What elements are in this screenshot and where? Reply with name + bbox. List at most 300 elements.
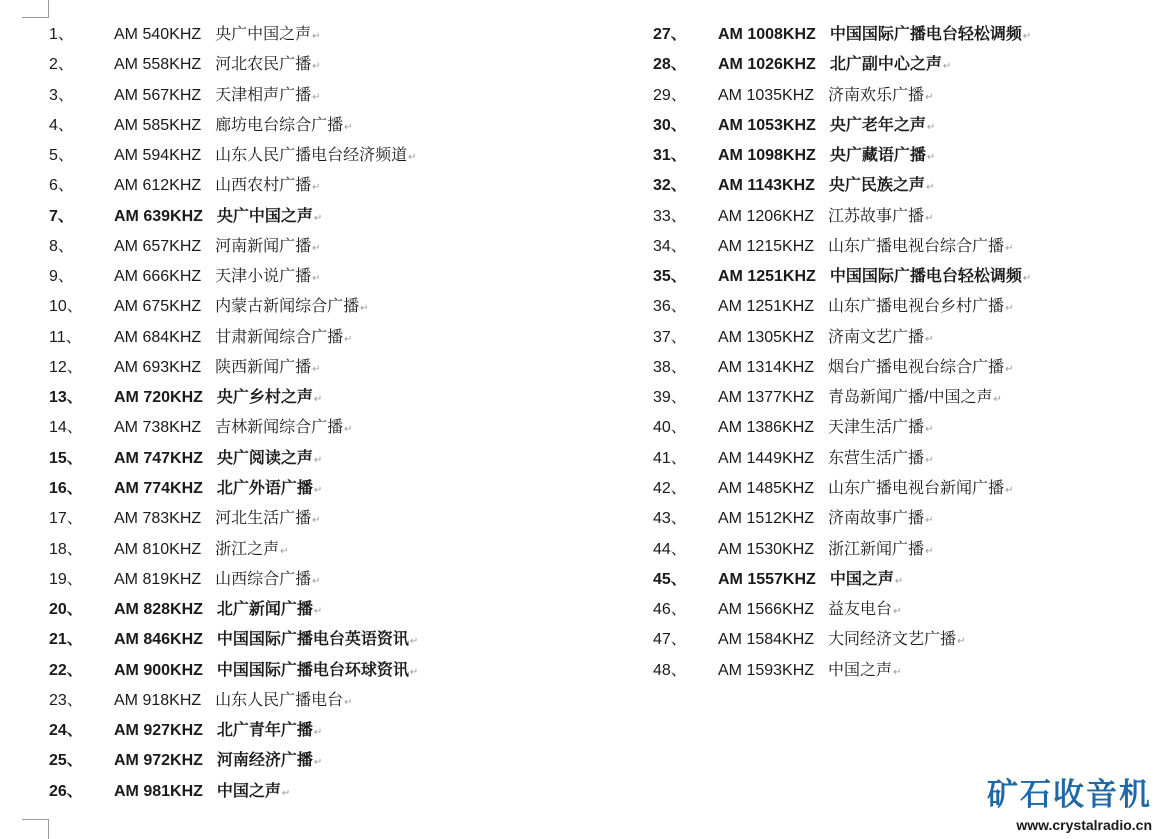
- station-name: 天津生活广播: [828, 419, 925, 437]
- station-frequency: AM 927KHZ: [114, 722, 203, 740]
- station-number: [49, 777, 114, 807]
- station-name: 陕西新闻广播: [215, 358, 312, 376]
- station-number-value: 6: [49, 177, 58, 195]
- paragraph-mark-icon: ↵: [312, 182, 321, 194]
- station-number-value: 26: [49, 782, 67, 800]
- paragraph-mark-icon: ↵: [313, 757, 323, 769]
- watermark-title: 矿石收音机: [987, 777, 1152, 812]
- station-number-value: 14: [49, 419, 67, 437]
- station-name: 央广民族之声: [828, 177, 925, 195]
- paragraph-mark-icon: ↵: [312, 273, 321, 285]
- station-number-separator: 、: [670, 661, 687, 679]
- paragraph-mark-icon: ↵: [957, 636, 966, 648]
- paragraph-mark-icon: ↵: [280, 545, 289, 557]
- station-name: 济南文艺广播: [828, 328, 925, 346]
- station-name: 河北农民广播: [215, 56, 312, 74]
- station-number-value: 41: [653, 449, 671, 467]
- station-number: [653, 353, 718, 383]
- station-number-separator: 、: [670, 268, 687, 286]
- paragraph-mark-icon: ↵: [408, 152, 417, 164]
- paragraph-mark-icon: ↵: [925, 545, 934, 557]
- station-frequency: AM 1566KHZ: [718, 601, 815, 619]
- station-number: [49, 686, 114, 716]
- station-number: [49, 595, 114, 625]
- station-frequency: AM 1215KHZ: [718, 237, 815, 255]
- station-number-value: 39: [653, 389, 671, 407]
- station-frequency: AM 1512KHZ: [718, 510, 815, 528]
- station-number-value: 36: [653, 298, 671, 316]
- station-number-value: 12: [49, 358, 67, 376]
- station-number: [49, 474, 114, 504]
- station-frequency: AM 918KHZ: [114, 691, 202, 709]
- station-number-value: 27: [653, 26, 671, 43]
- paragraph-mark-icon: ↵: [925, 182, 935, 194]
- station-number-separator: 、: [670, 601, 687, 619]
- station-number-separator: 、: [670, 26, 687, 43]
- station-entry: [49, 50, 418, 80]
- paragraph-mark-icon: ↵: [925, 454, 934, 466]
- paragraph-mark-icon: ↵: [1005, 484, 1014, 496]
- station-number-separator: 、: [57, 147, 74, 165]
- station-list-left-column: [49, 20, 418, 807]
- station-frequency: AM 567KHZ: [114, 86, 202, 104]
- station-frequency: AM 1008KHZ: [718, 26, 816, 43]
- paragraph-mark-icon: ↵: [1005, 363, 1014, 375]
- paragraph-mark-icon: ↵: [894, 575, 904, 587]
- station-number-separator: 、: [57, 268, 74, 286]
- station-number-separator: 、: [66, 691, 83, 709]
- station-number: [653, 474, 718, 504]
- station-number-separator: 、: [66, 419, 83, 437]
- site-watermark: [987, 777, 1152, 834]
- station-number-separator: 、: [670, 86, 687, 104]
- paragraph-mark-icon: ↵: [993, 394, 1002, 406]
- station-name: 青岛新闻广播/中国之声: [828, 389, 993, 407]
- station-name: 山西农村广播: [215, 177, 312, 195]
- station-number-separator: 、: [670, 298, 687, 316]
- station-number: [49, 353, 114, 383]
- station-name: 山西综合广播: [215, 570, 312, 588]
- station-number-value: 42: [653, 479, 671, 497]
- station-entry: [653, 232, 1031, 262]
- paragraph-mark-icon: ↵: [313, 454, 323, 466]
- station-number-value: 31: [653, 147, 671, 165]
- station-number-separator: 、: [670, 177, 687, 195]
- paragraph-mark-icon: ↵: [312, 515, 321, 527]
- station-number: [653, 383, 718, 413]
- station-number-value: 40: [653, 419, 671, 437]
- watermark-url: www.crystalradio.cn: [1016, 817, 1152, 833]
- station-frequency: AM 1557KHZ: [718, 570, 816, 588]
- station-entry: [653, 202, 1031, 232]
- station-number-separator: 、: [670, 389, 687, 407]
- station-number-value: 21: [49, 631, 67, 649]
- station-entry: [653, 595, 1031, 625]
- station-number: [49, 413, 114, 443]
- station-name: 大同经济文艺广播: [828, 631, 957, 649]
- station-name: 烟台广播电视台综合广播: [828, 358, 1005, 376]
- station-name: 央广中国之声: [216, 207, 313, 225]
- station-number-separator: 、: [66, 661, 83, 679]
- station-number-value: 3: [49, 86, 58, 104]
- station-entry: [653, 656, 1031, 686]
- station-number: [49, 292, 114, 322]
- station-frequency: AM 666KHZ: [114, 268, 202, 286]
- station-number-separator: 、: [670, 328, 687, 346]
- station-number-separator: 、: [66, 782, 83, 800]
- station-number: [49, 444, 114, 474]
- station-number-value: 9: [49, 268, 58, 286]
- station-number-value: 33: [653, 207, 671, 225]
- paragraph-mark-icon: ↵: [925, 91, 934, 103]
- station-entry: [653, 111, 1031, 141]
- station-number-value: 15: [49, 449, 67, 467]
- paragraph-mark-icon: ↵: [409, 636, 419, 648]
- station-number-separator: 、: [670, 540, 687, 558]
- station-number-value: 20: [49, 601, 67, 619]
- station-number-separator: 、: [57, 116, 74, 134]
- station-entry: [49, 202, 418, 232]
- station-number-separator: 、: [66, 510, 83, 528]
- station-number-separator: 、: [57, 26, 74, 43]
- station-number: [49, 202, 114, 232]
- station-entry: [653, 413, 1031, 443]
- station-name: 益友电台: [828, 601, 893, 619]
- station-entry: [653, 50, 1031, 80]
- station-number-value: 24: [49, 722, 67, 740]
- paragraph-mark-icon: ↵: [344, 696, 353, 708]
- station-number: [49, 232, 114, 262]
- station-number-value: 25: [49, 752, 67, 770]
- station-number: [653, 625, 718, 655]
- station-number: [653, 565, 718, 595]
- station-number-value: 8: [49, 237, 58, 255]
- station-number-value: 43: [653, 510, 671, 528]
- station-number-value: 35: [653, 268, 671, 286]
- station-name: 中国之声: [829, 570, 894, 588]
- station-entry: [653, 262, 1031, 292]
- paragraph-mark-icon: ↵: [1005, 242, 1014, 254]
- station-list-right-column: [653, 20, 1031, 686]
- station-entry: [49, 171, 418, 201]
- station-frequency: AM 558KHZ: [114, 56, 202, 74]
- station-number: [49, 262, 114, 292]
- station-entry: [49, 232, 418, 262]
- station-name: 浙江之声: [215, 540, 280, 558]
- station-name: 央广中国之声: [215, 26, 312, 43]
- station-name: 吉林新闻综合广播: [215, 419, 344, 437]
- station-name: 中国国际广播电台环球资讯: [216, 661, 409, 679]
- paragraph-mark-icon: ↵: [313, 484, 323, 496]
- station-number: [49, 746, 114, 776]
- station-entry: [49, 20, 418, 50]
- station-frequency: AM 900KHZ: [114, 661, 203, 679]
- paragraph-mark-icon: ↵: [312, 242, 321, 254]
- station-number-separator: 、: [670, 237, 687, 255]
- station-number-value: 32: [653, 177, 671, 195]
- station-entry: [653, 444, 1031, 474]
- page-corner-mark-bottom: [22, 819, 49, 839]
- station-frequency: AM 612KHZ: [114, 177, 202, 195]
- station-frequency: AM 1098KHZ: [718, 147, 816, 165]
- station-frequency: AM 1386KHZ: [718, 419, 815, 437]
- station-frequency: AM 981KHZ: [114, 782, 203, 800]
- station-entry: [49, 535, 418, 565]
- station-number-value: 23: [49, 691, 67, 709]
- station-frequency: AM 585KHZ: [114, 116, 202, 134]
- station-number-separator: 、: [670, 449, 687, 467]
- station-number-separator: 、: [670, 570, 687, 588]
- station-number-value: 11: [49, 328, 66, 346]
- station-number-value: 10: [49, 298, 67, 316]
- station-name: 山东广播电视台乡村广播: [828, 298, 1005, 316]
- paragraph-mark-icon: ↵: [313, 394, 323, 406]
- paragraph-mark-icon: ↵: [312, 31, 321, 42]
- station-frequency: AM 1206KHZ: [718, 207, 815, 225]
- station-number-separator: 、: [66, 722, 83, 740]
- station-number-value: 16: [49, 479, 67, 497]
- station-name: 北广新闻广播: [216, 601, 313, 619]
- paragraph-mark-icon: ↵: [313, 727, 323, 739]
- station-frequency: AM 675KHZ: [114, 298, 202, 316]
- station-number-separator: 、: [66, 752, 83, 770]
- station-number-value: 18: [49, 540, 67, 558]
- station-entry: [49, 625, 418, 655]
- station-number-separator: 、: [57, 56, 74, 74]
- paragraph-mark-icon: ↵: [313, 212, 323, 224]
- station-entry: [49, 413, 418, 443]
- station-number: [653, 20, 718, 50]
- station-entry: [653, 504, 1031, 534]
- station-entry: [49, 81, 418, 111]
- station-number: [653, 141, 718, 171]
- station-number-value: 46: [653, 601, 671, 619]
- station-number: [653, 262, 718, 292]
- page-corner-mark-top: [22, 0, 49, 18]
- station-entry: [49, 656, 418, 686]
- station-frequency: AM 1530KHZ: [718, 540, 815, 558]
- station-name: 中国国际广播电台英语资讯: [216, 631, 409, 649]
- station-number-separator: 、: [670, 116, 687, 134]
- station-entry: [49, 111, 418, 141]
- station-entry: [653, 81, 1031, 111]
- station-name: 甘肃新闻综合广播: [215, 328, 344, 346]
- station-number-separator: 、: [57, 177, 74, 195]
- station-number-value: 19: [49, 570, 67, 588]
- station-frequency: AM 684KHZ: [114, 328, 202, 346]
- station-name: 河南新闻广播: [215, 237, 312, 255]
- station-name: 廊坊电台综合广播: [215, 116, 344, 134]
- station-frequency: AM 639KHZ: [114, 207, 203, 225]
- station-number: [653, 656, 718, 686]
- paragraph-mark-icon: ↵: [925, 333, 934, 345]
- station-frequency: AM 972KHZ: [114, 752, 203, 770]
- station-entry: [653, 141, 1031, 171]
- paragraph-mark-icon: ↵: [925, 515, 934, 527]
- station-frequency: AM 693KHZ: [114, 358, 202, 376]
- station-number: [49, 323, 114, 353]
- station-name: 中国之声: [216, 782, 281, 800]
- station-name: 东营生活广播: [828, 449, 925, 467]
- paragraph-mark-icon: ↵: [312, 61, 321, 73]
- station-entry: [49, 141, 418, 171]
- station-name: 河南经济广播: [216, 752, 313, 770]
- station-name: 天津相声广播: [215, 86, 312, 104]
- station-entry: [653, 20, 1031, 50]
- station-frequency: AM 774KHZ: [114, 479, 203, 497]
- station-number-separator: 、: [66, 358, 83, 376]
- station-entry: [653, 565, 1031, 595]
- station-number: [49, 81, 114, 111]
- station-frequency: AM 1143KHZ: [718, 177, 815, 195]
- station-entry: [49, 686, 418, 716]
- station-frequency: AM 594KHZ: [114, 147, 202, 165]
- station-number-separator: 、: [57, 207, 74, 225]
- station-number-separator: 、: [670, 207, 687, 225]
- paragraph-mark-icon: ↵: [1022, 31, 1032, 42]
- station-number-separator: 、: [66, 449, 83, 467]
- station-number: [653, 292, 718, 322]
- station-number: [653, 171, 718, 201]
- station-number-value: 44: [653, 540, 671, 558]
- station-number-value: 34: [653, 237, 671, 255]
- station-number-separator: 、: [66, 570, 83, 588]
- station-number: [49, 535, 114, 565]
- station-number: [49, 716, 114, 746]
- station-number-value: 29: [653, 86, 671, 104]
- station-number: [653, 504, 718, 534]
- station-number-value: 2: [49, 56, 58, 74]
- station-entry: [49, 777, 418, 807]
- station-name: 北广青年广播: [216, 722, 313, 740]
- station-number: [653, 413, 718, 443]
- station-name: 央广乡村之声: [216, 389, 313, 407]
- station-entry: [49, 565, 418, 595]
- station-number-value: 28: [653, 56, 671, 74]
- station-number-value: 38: [653, 358, 671, 376]
- station-number-separator: 、: [66, 631, 83, 649]
- station-entry: [653, 171, 1031, 201]
- station-entry: [49, 292, 418, 322]
- station-entry: [49, 262, 418, 292]
- station-number-separator: 、: [66, 298, 83, 316]
- station-frequency: AM 1593KHZ: [718, 661, 815, 679]
- station-number-value: 13: [49, 389, 67, 407]
- paragraph-mark-icon: ↵: [1022, 273, 1032, 285]
- station-frequency: AM 1053KHZ: [718, 116, 816, 134]
- station-frequency: AM 720KHZ: [114, 389, 203, 407]
- station-number-value: 48: [653, 661, 671, 679]
- paragraph-mark-icon: ↵: [893, 666, 902, 678]
- station-name: 河北生活广播: [215, 510, 312, 528]
- station-name: 北广外语广播: [216, 479, 313, 497]
- station-number-value: 22: [49, 661, 67, 679]
- station-number: [653, 323, 718, 353]
- paragraph-mark-icon: ↵: [925, 212, 934, 224]
- station-frequency: AM 819KHZ: [114, 570, 202, 588]
- paragraph-mark-icon: ↵: [925, 424, 934, 436]
- station-number-separator: 、: [66, 601, 83, 619]
- station-number: [653, 535, 718, 565]
- station-number-separator: 、: [670, 419, 687, 437]
- station-frequency: AM 540KHZ: [114, 26, 202, 43]
- station-frequency: AM 783KHZ: [114, 510, 202, 528]
- station-number-separator: 、: [66, 540, 83, 558]
- station-frequency: AM 828KHZ: [114, 601, 203, 619]
- station-frequency: AM 738KHZ: [114, 419, 202, 437]
- station-number: [653, 50, 718, 80]
- paragraph-mark-icon: ↵: [926, 121, 936, 133]
- station-name: 中国之声: [828, 661, 893, 679]
- station-name: 中国国际广播电台轻松调频: [829, 268, 1022, 286]
- paragraph-mark-icon: ↵: [313, 606, 323, 618]
- station-number-value: 17: [49, 510, 67, 528]
- station-number-separator: 、: [670, 358, 687, 376]
- station-number-separator: 、: [65, 328, 82, 346]
- station-entry: [653, 625, 1031, 655]
- station-name: 济南故事广播: [828, 510, 925, 528]
- station-entry: [49, 595, 418, 625]
- station-number-value: 30: [653, 116, 671, 134]
- station-entry: [49, 716, 418, 746]
- station-number: [49, 656, 114, 686]
- station-name: 江苏故事广播: [828, 207, 925, 225]
- station-number-value: 37: [653, 328, 671, 346]
- station-name: 中国国际广播电台轻松调频: [829, 26, 1022, 43]
- station-number: [49, 171, 114, 201]
- station-number-separator: 、: [670, 147, 687, 165]
- station-entry: [653, 474, 1031, 504]
- station-name: 山东人民广播电台经济频道: [215, 147, 408, 165]
- station-name: 央广藏语广播: [829, 147, 926, 165]
- station-frequency: AM 1314KHZ: [718, 358, 815, 376]
- station-number: [653, 232, 718, 262]
- station-number-value: 47: [653, 631, 671, 649]
- station-number-separator: 、: [66, 389, 83, 407]
- station-number: [653, 444, 718, 474]
- station-number: [49, 565, 114, 595]
- station-number: [49, 141, 114, 171]
- station-number: [49, 50, 114, 80]
- station-entry: [49, 504, 418, 534]
- station-number: [653, 202, 718, 232]
- station-name: 内蒙古新闻综合广播: [215, 298, 360, 316]
- station-name: 山东人民广播电台: [215, 691, 344, 709]
- paragraph-mark-icon: ↵: [344, 333, 353, 345]
- paragraph-mark-icon: ↵: [942, 61, 952, 73]
- station-entry: [49, 353, 418, 383]
- station-entry: [49, 383, 418, 413]
- station-frequency: AM 1305KHZ: [718, 328, 815, 346]
- station-number-value: 4: [49, 116, 58, 134]
- station-number: [653, 111, 718, 141]
- station-number-value: 7: [49, 207, 58, 225]
- station-name: 山东广播电视台新闻广播: [828, 479, 1005, 497]
- paragraph-mark-icon: ↵: [312, 91, 321, 103]
- station-name: 山东广播电视台综合广播: [828, 237, 1005, 255]
- station-name: 济南欢乐广播: [828, 86, 925, 104]
- station-frequency: AM 1584KHZ: [718, 631, 815, 649]
- station-frequency: AM 1026KHZ: [718, 56, 816, 74]
- paragraph-mark-icon: ↵: [281, 787, 291, 799]
- station-name: 浙江新闻广播: [828, 540, 925, 558]
- station-name: 北广副中心之声: [829, 56, 942, 74]
- station-frequency: AM 1449KHZ: [718, 449, 815, 467]
- paragraph-mark-icon: ↵: [312, 575, 321, 587]
- paragraph-mark-icon: ↵: [312, 363, 321, 375]
- station-entry: [653, 383, 1031, 413]
- station-entry: [49, 746, 418, 776]
